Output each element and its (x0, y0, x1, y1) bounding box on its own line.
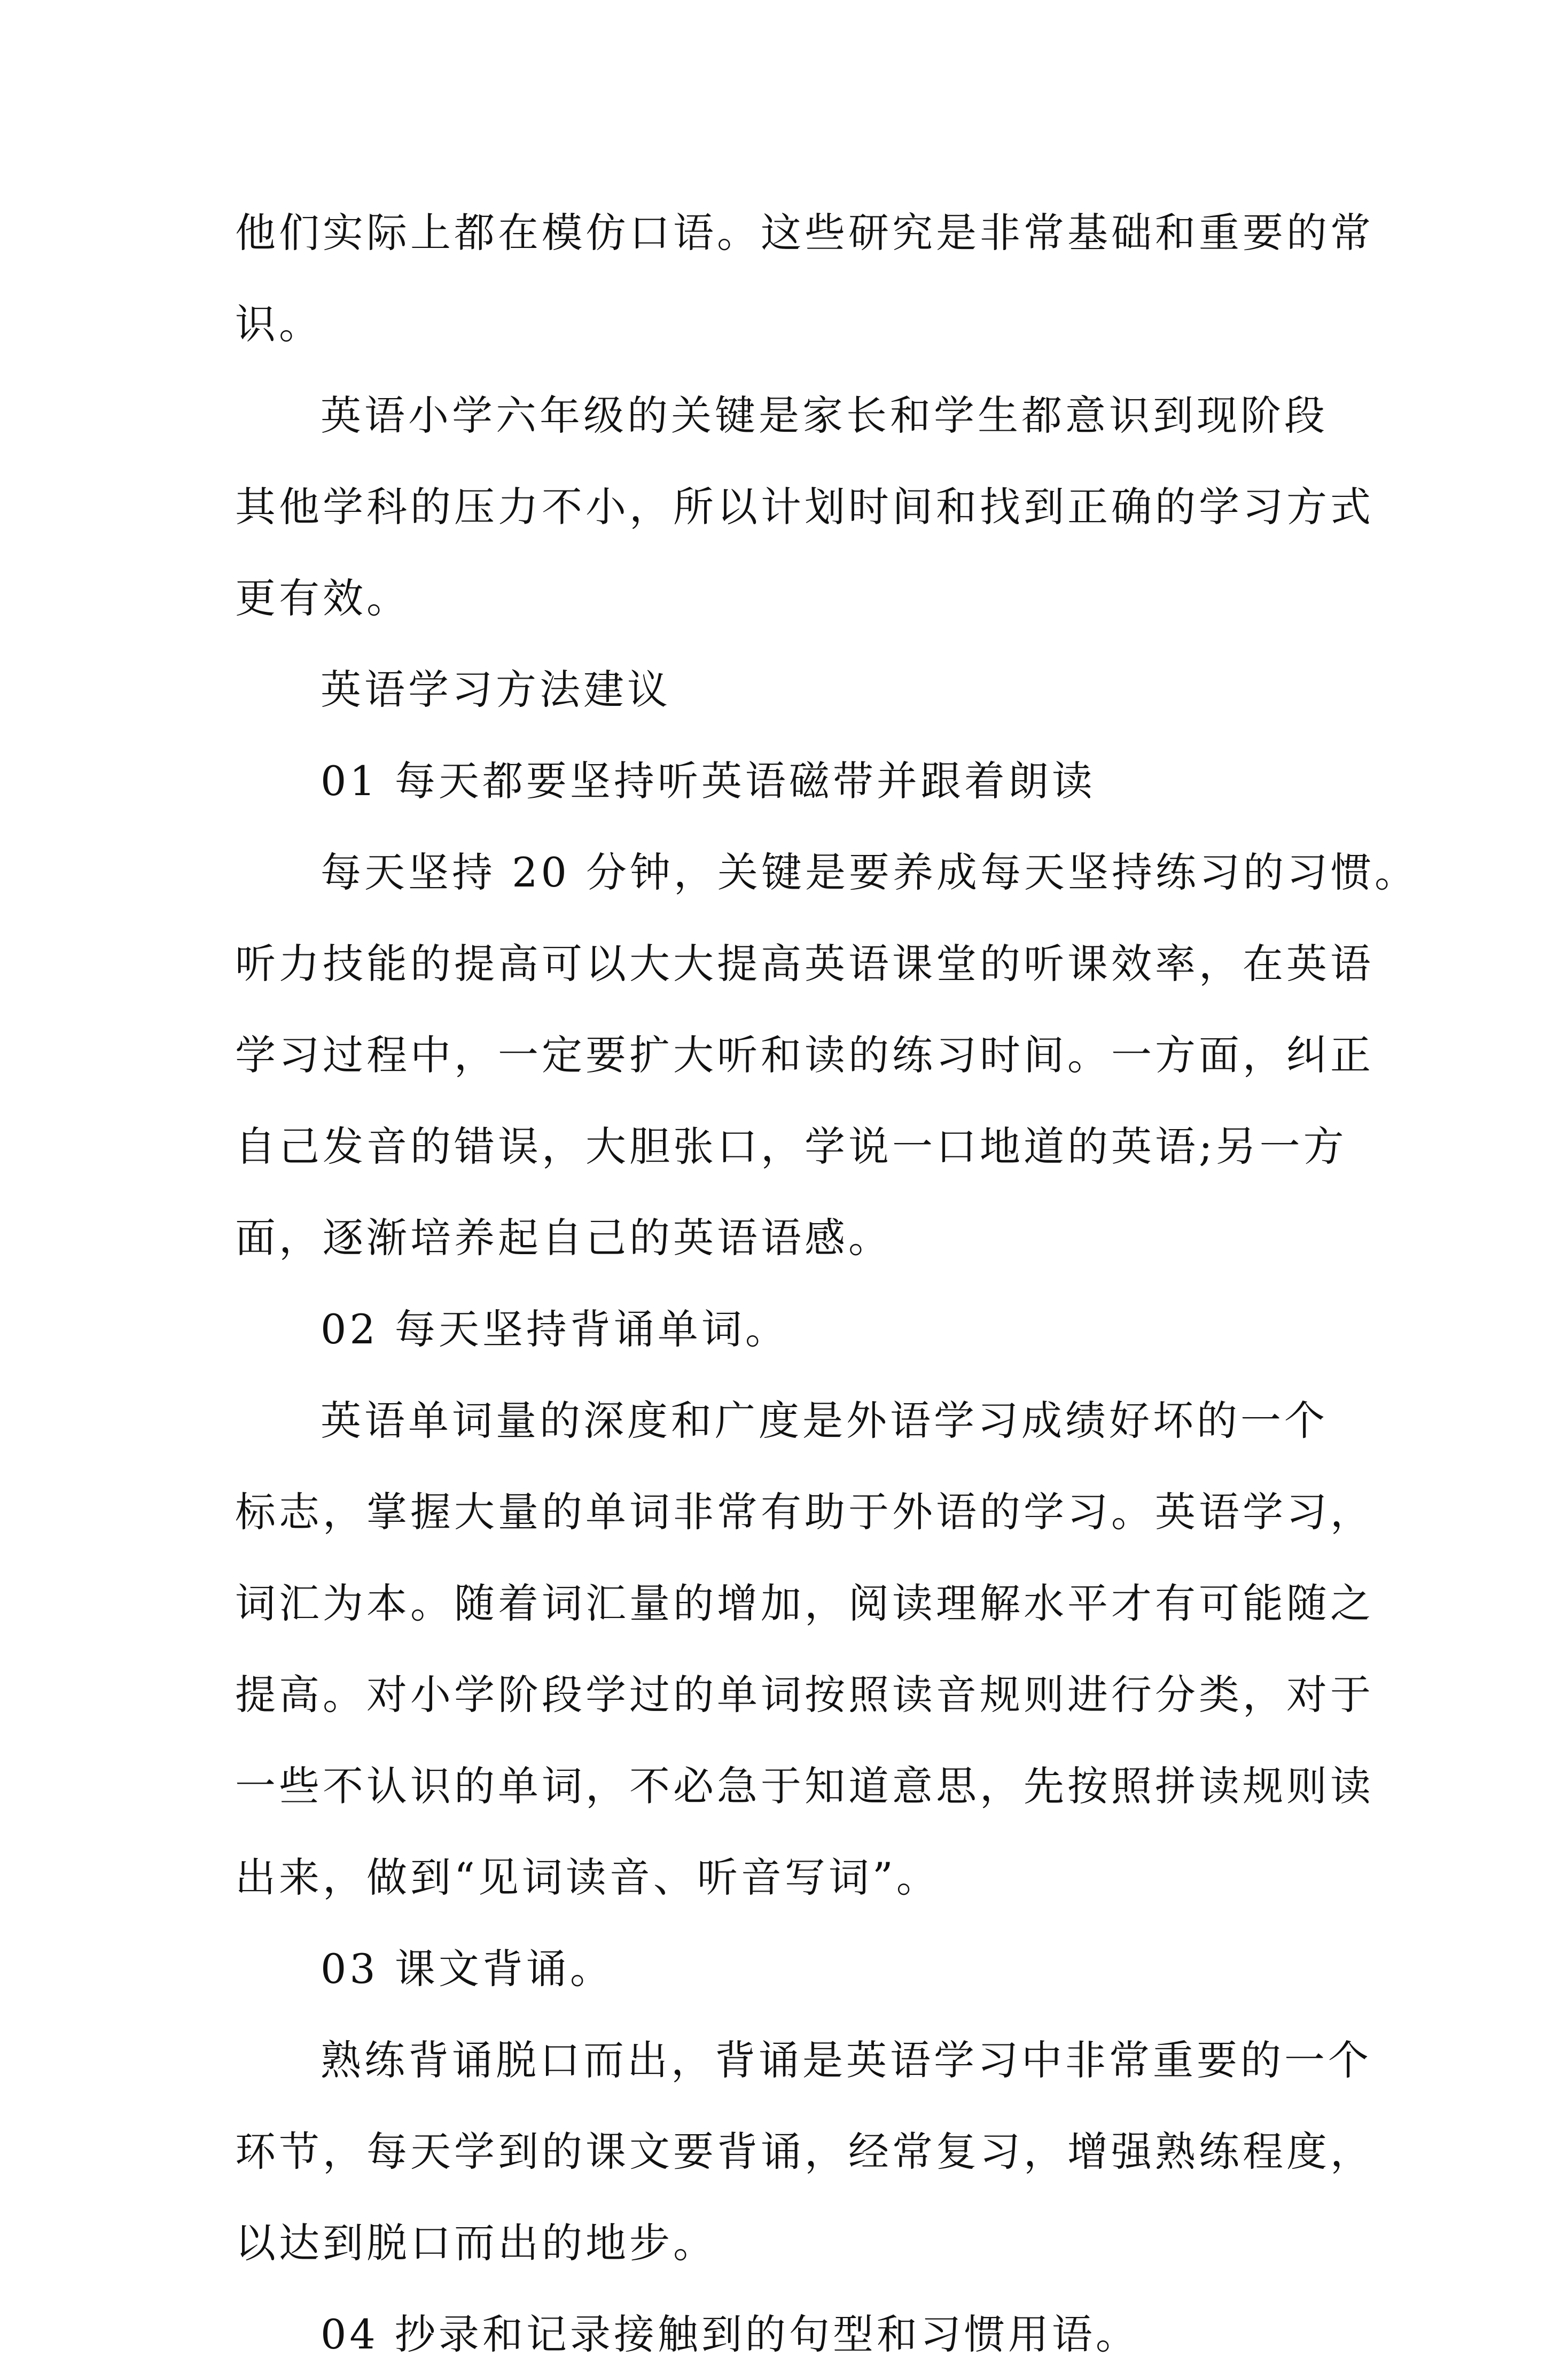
text-line: 自己发音的错误，大胆张口，学说一口地道的英语;另一方 (235, 1123, 1347, 1170)
text-line: 听力技能的提高可以大大提高英语课堂的听课效率，在英语 (235, 940, 1374, 987)
document-body (235, 187, 1419, 2380)
text-line: 更有效。 (235, 574, 410, 622)
tip-heading-04: 04 抄录和记录接触到的句型和习惯用语。 (321, 2311, 1139, 2358)
section-heading: 英语学习方法建议 (321, 666, 671, 713)
text-line: 面，逐渐培养起自己的英语语感。 (235, 1214, 892, 1262)
text-line: 出来，做到“见词读音、听音写词”。 (235, 1854, 940, 1901)
text-line: 一些不认识的单词，不必急于知道意思，先按照拼读规则读 (235, 1762, 1374, 1810)
text-line: 提高。对小学阶段学过的单词按照读音规则进行分类，对于 (235, 1671, 1374, 1718)
text-line: 学习过程中，一定要扩大听和读的练习时间。一方面，纠正 (235, 1031, 1374, 1079)
paragraph-start-line: 英语小学六年级的关键是家长和学生都意识到现阶段 (321, 392, 1328, 439)
tip-heading-02: 02 每天坚持背诵单词。 (321, 1305, 789, 1353)
paragraph-start-line: 英语单词量的深度和广度是外语学习成绩好坏的一个 (321, 1397, 1328, 1444)
paragraph-start-line: 熟练背诵脱口而出，背诵是英语学习中非常重要的一个 (321, 2036, 1372, 2084)
paragraph-start-line: 每天坚持 20 分钟，关键是要养成每天坚持练习的习惯。 (321, 849, 1419, 896)
text-line: 其他学科的压力不小，所以计划时间和找到正确的学习方式 (235, 483, 1374, 531)
text-line: 他们实际上都在模仿口语。这些研究是非常基础和重要的常 (235, 209, 1374, 256)
text-line: 环节，每天学到的课文要背诵，经常复习，增强熟练程度， (235, 2128, 1374, 2175)
tip-heading-03: 03 课文背诵。 (321, 1945, 614, 1993)
text-line: 标志，掌握大量的单词非常有助于外语的学习。英语学习， (235, 1488, 1374, 1536)
text-line: 词汇为本。随着词汇量的增加，阅读理解水平才有可能随之 (235, 1580, 1374, 1627)
text-line: 识。 (235, 300, 323, 348)
text-line: 以达到脱口而出的地步。 (235, 2219, 717, 2267)
tip-heading-01: 01 每天都要坚持听英语磁带并跟着朗读 (321, 757, 1096, 805)
